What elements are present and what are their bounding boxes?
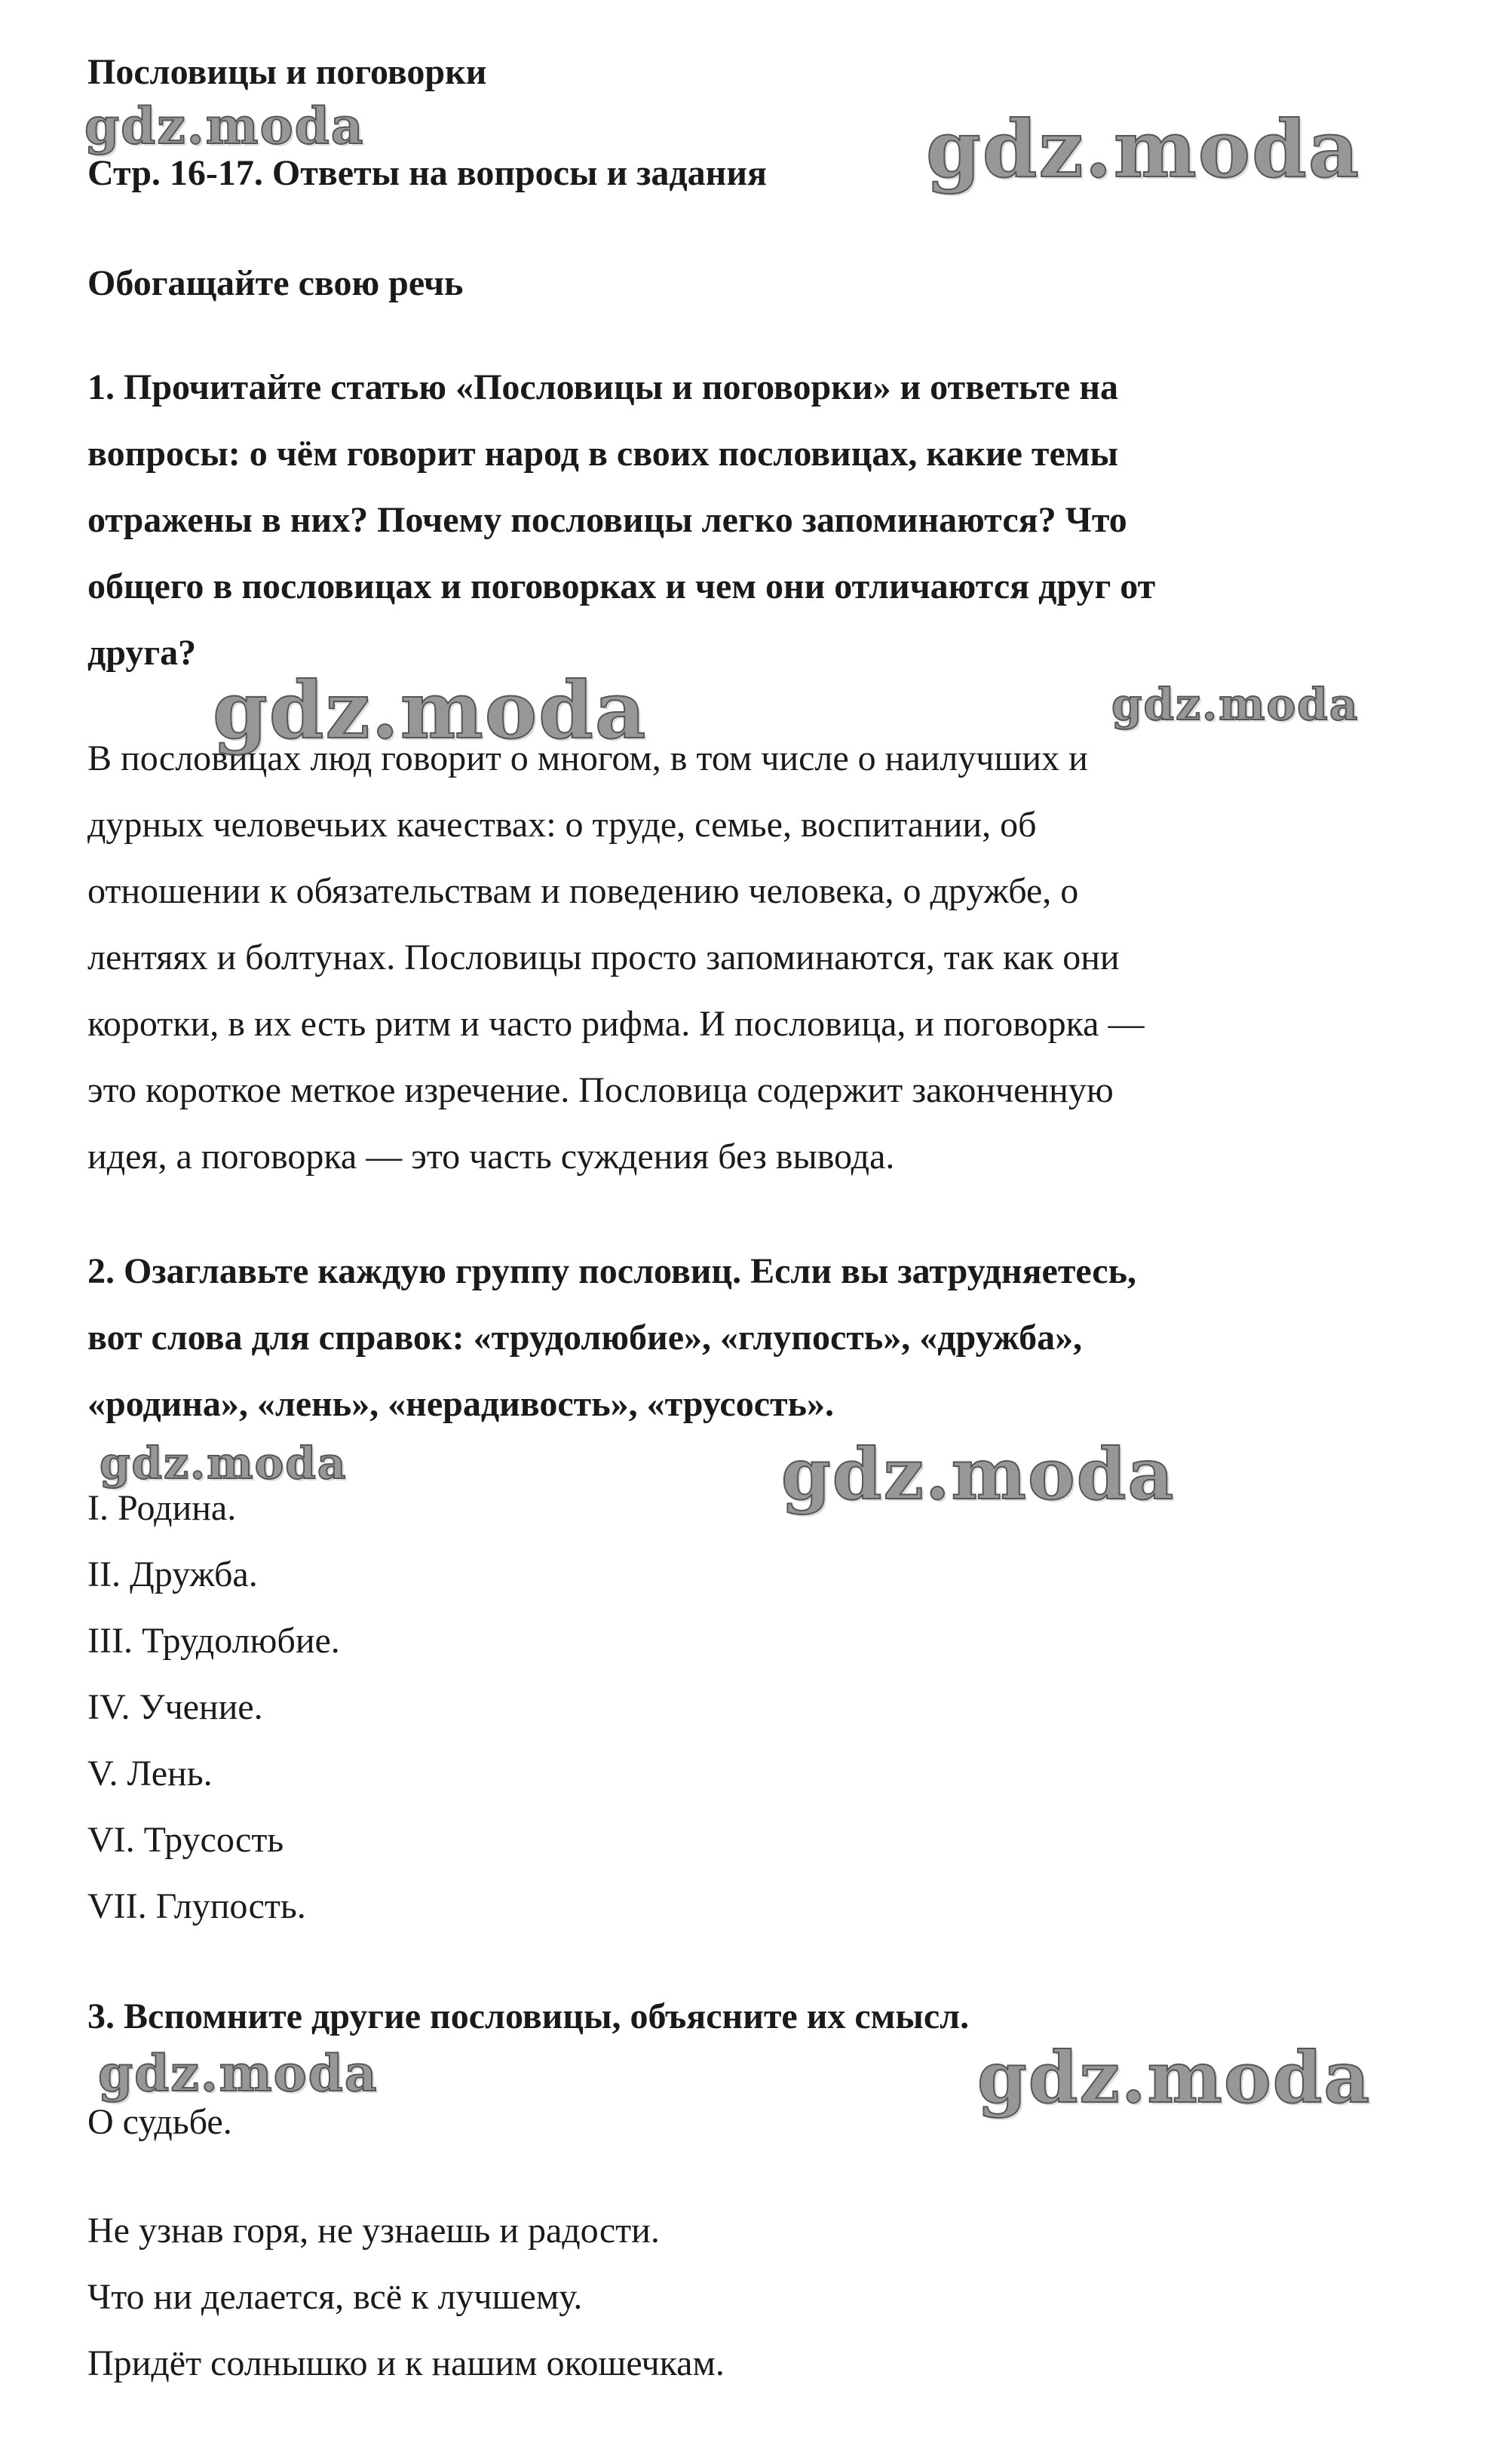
answer-3-line: Придёт солнышко и к нашим окошечкам. [87,2343,725,2383]
question-1-line: 1. Прочитайте статью «Пословицы и поговорки» и ответьте на [87,367,1118,407]
answer-1-line: В пословицах люд говорит о многом, в том числе о наилучших и [87,738,1088,778]
watermark-text: gdz.moda [84,97,365,155]
document-title: Пословицы и поговорки [87,52,487,92]
answer-3-line: Не узнав горя, не узнаешь и радости. [87,2211,660,2251]
watermark-text: gdz.moda [977,2036,1372,2119]
watermark-text: gdz.moda [926,103,1361,195]
answer-1-line: дурных человечьих качествах: о труде, семье, воспитании, об [87,805,1037,845]
question-1-line: общего в пословицах и поговорках и чем они отличаются друг от [87,566,1156,606]
question-2-line: 2. Озаглавьте каждую группу пословиц. Если вы затрудняетесь, [87,1251,1136,1291]
answer-2-item: V. Лень. [87,1754,213,1794]
document-subtitle: Стр. 16-17. Ответы на вопросы и задания [87,153,767,193]
section-heading: Обогащайте свою речь [87,263,464,303]
watermark-text: gdz.moda [1111,679,1360,730]
answer-1-line: лентяях и болтунах. Пословицы просто запоминаются, так как они [87,937,1120,977]
watermark-text: gdz.moda [100,1438,348,1489]
answer-2-item: II. Дружба. [87,1554,258,1594]
watermark-text: gdz.moda [781,1433,1176,1516]
answer-2-item: III. Трудолюбие. [87,1621,340,1661]
answer-3-line: Что ни делается, всё к лучшему. [87,2277,583,2317]
answer-1-line: коротки, в их есть ритм и часто рифма. И пословица, и поговорка — [87,1004,1145,1044]
answer-1-line: это короткое меткое изречение. Пословица содержит законченную [87,1070,1114,1110]
question-1-line: друга? [87,633,197,673]
watermark-text: gdz.moda [98,2044,379,2103]
answer-2-item: VI. Трусость [87,1820,284,1860]
answer-2-item: I. Родина. [87,1488,237,1528]
answer-2-item: IV. Учение. [87,1687,263,1727]
answer-1-line: отношении к обязательствам и поведению человека, о дружбе, о [87,871,1079,911]
answer-3-heading: О судьбе. [87,2102,232,2142]
question-2-line: «родина», «лень», «нерадивость», «трусость». [87,1384,834,1424]
question-3: 3. Вспомните другие пословицы, объясните их смысл. [87,1996,970,2036]
answer-2-item: VII. Глупость. [87,1886,306,1926]
question-1-line: вопросы: о чём говорит народ в своих пословицах, какие темы [87,434,1118,474]
watermark-text: gdz.moda [213,664,648,756]
question-1-line: отражены в них? Почему пословицы легко запоминаются? Что [87,500,1127,540]
question-2-line: вот слова для справок: «трудолюбие», «глупость», «дружба», [87,1318,1083,1358]
answer-1-line: идея, а поговорка — это часть суждения без вывода. [87,1137,895,1177]
